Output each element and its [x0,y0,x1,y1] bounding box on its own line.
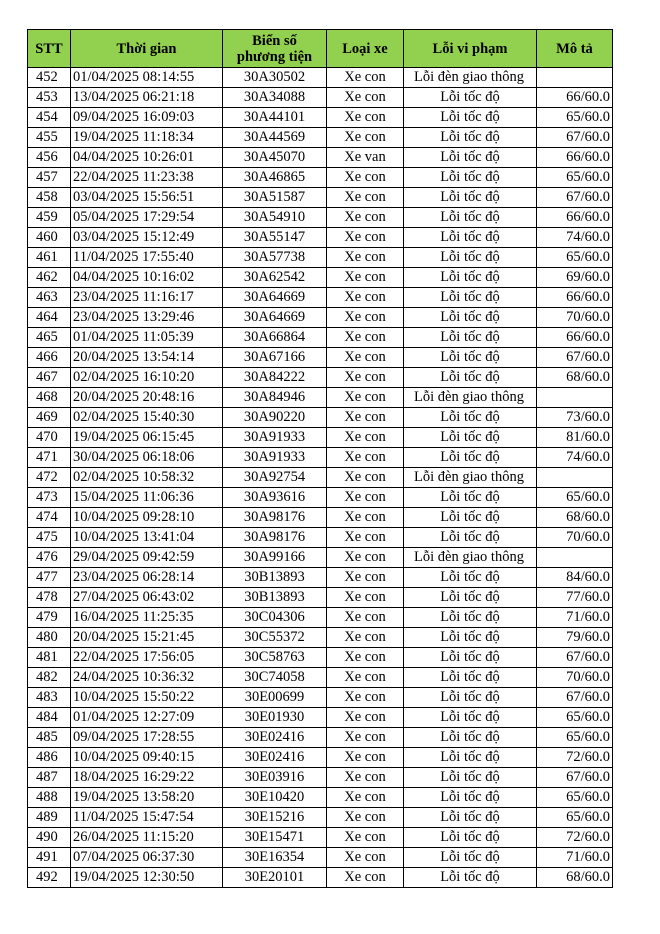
cell-stt: 471 [28,448,71,468]
cell-vehicle: Xe con [327,528,404,548]
cell-plate: 30A66864 [223,328,327,348]
cell-desc: 72/60.0 [537,748,613,768]
cell-vehicle: Xe con [327,788,404,808]
cell-stt: 458 [28,188,71,208]
cell-stt: 467 [28,368,71,388]
cell-violation: Lỗi tốc độ [404,728,537,748]
header-plate [223,30,327,68]
table-row [28,708,613,728]
cell-time: 15/04/2025 11:06:36 [71,488,223,508]
cell-stt: 460 [28,228,71,248]
cell-desc: 65/60.0 [537,728,613,748]
cell-stt: 484 [28,708,71,728]
cell-violation: Lỗi tốc độ [404,628,537,648]
table-row [28,748,613,768]
cell-desc: 66/60.0 [537,88,613,108]
cell-time: 09/04/2025 16:09:03 [71,108,223,128]
table-row [28,308,613,328]
cell-time: 05/04/2025 17:29:54 [71,208,223,228]
cell-time: 07/04/2025 06:37:30 [71,848,223,868]
cell-violation: Lỗi đèn giao thông [404,468,537,488]
cell-plate: 30A64669 [223,288,327,308]
cell-desc: 72/60.0 [537,828,613,848]
cell-desc: 81/60.0 [537,428,613,448]
cell-time: 30/04/2025 06:18:06 [71,448,223,468]
cell-vehicle: Xe con [327,208,404,228]
cell-plate: 30A93616 [223,488,327,508]
cell-vehicle: Xe con [327,488,404,508]
cell-vehicle: Xe con [327,608,404,628]
cell-plate: 30E02416 [223,748,327,768]
cell-desc: 66/60.0 [537,328,613,348]
cell-plate: 30A54910 [223,208,327,228]
cell-stt: 455 [28,128,71,148]
cell-violation: Lỗi tốc độ [404,608,537,628]
cell-stt: 483 [28,688,71,708]
cell-vehicle: Xe con [327,228,404,248]
cell-stt: 463 [28,288,71,308]
cell-vehicle: Xe con [327,108,404,128]
cell-vehicle: Xe con [327,88,404,108]
cell-plate: 30E10420 [223,788,327,808]
cell-plate: 30A91933 [223,448,327,468]
cell-stt: 490 [28,828,71,848]
table-row [28,588,613,608]
cell-plate: 30E20101 [223,868,327,888]
cell-time: 01/04/2025 12:27:09 [71,708,223,728]
cell-time: 03/04/2025 15:12:49 [71,228,223,248]
cell-stt: 461 [28,248,71,268]
cell-stt: 481 [28,648,71,668]
cell-stt: 466 [28,348,71,368]
cell-stt: 454 [28,108,71,128]
cell-stt: 486 [28,748,71,768]
cell-vehicle: Xe con [327,708,404,728]
table-row [28,208,613,228]
cell-violation: Lỗi tốc độ [404,488,537,508]
table-row [28,188,613,208]
cell-time: 19/04/2025 13:58:20 [71,788,223,808]
cell-vehicle: Xe con [327,588,404,608]
cell-desc: 68/60.0 [537,368,613,388]
cell-plate: 30B13893 [223,568,327,588]
violation-table [27,29,613,888]
cell-plate: 30A90220 [223,408,327,428]
cell-vehicle: Xe con [327,168,404,188]
cell-violation: Lỗi tốc độ [404,168,537,188]
cell-violation: Lỗi tốc độ [404,668,537,688]
cell-violation: Lỗi tốc độ [404,868,537,888]
cell-vehicle: Xe con [327,548,404,568]
cell-plate: 30E02416 [223,728,327,748]
cell-time: 16/04/2025 11:25:35 [71,608,223,628]
cell-plate: 30A98176 [223,508,327,528]
table-row [28,508,613,528]
header-violation: Lỗi vi phạm [404,30,537,68]
cell-vehicle: Xe con [327,68,404,88]
table-row [28,568,613,588]
table-row [28,448,613,468]
cell-time: 09/04/2025 17:28:55 [71,728,223,748]
cell-violation: Lỗi tốc độ [404,268,537,288]
cell-time: 02/04/2025 15:40:30 [71,408,223,428]
cell-desc: 65/60.0 [537,168,613,188]
header-plate-line2: phương tiện [236,48,313,65]
cell-plate: 30A98176 [223,528,327,548]
cell-stt: 459 [28,208,71,228]
table-row [28,628,613,648]
table-body [28,68,613,888]
cell-stt: 491 [28,848,71,868]
cell-desc: 67/60.0 [537,128,613,148]
cell-time: 03/04/2025 15:56:51 [71,188,223,208]
cell-plate: 30A57738 [223,248,327,268]
cell-time: 20/04/2025 13:54:14 [71,348,223,368]
cell-time: 27/04/2025 06:43:02 [71,588,223,608]
cell-plate: 30A30502 [223,68,327,88]
table-row [28,348,613,368]
table-row [28,828,613,848]
cell-time: 10/04/2025 09:28:10 [71,508,223,528]
cell-desc [537,388,613,408]
table-row [28,228,613,248]
cell-stt: 473 [28,488,71,508]
cell-violation: Lỗi tốc độ [404,308,537,328]
cell-violation: Lỗi tốc độ [404,228,537,248]
cell-stt: 464 [28,308,71,328]
cell-violation: Lỗi tốc độ [404,428,537,448]
cell-stt: 474 [28,508,71,528]
cell-time: 20/04/2025 15:21:45 [71,628,223,648]
cell-violation: Lỗi tốc độ [404,328,537,348]
table-row [28,368,613,388]
cell-time: 02/04/2025 16:10:20 [71,368,223,388]
cell-stt: 470 [28,428,71,448]
cell-time: 23/04/2025 06:28:14 [71,568,223,588]
cell-desc: 71/60.0 [537,848,613,868]
cell-violation: Lỗi tốc độ [404,108,537,128]
cell-vehicle: Xe con [327,828,404,848]
table-row [28,768,613,788]
cell-vehicle: Xe con [327,328,404,348]
cell-violation: Lỗi tốc độ [404,828,537,848]
cell-desc: 65/60.0 [537,488,613,508]
cell-desc: 71/60.0 [537,608,613,628]
cell-time: 10/04/2025 13:41:04 [71,528,223,548]
cell-time: 23/04/2025 11:16:17 [71,288,223,308]
cell-vehicle: Xe con [327,508,404,528]
cell-time: 10/04/2025 09:40:15 [71,748,223,768]
cell-vehicle: Xe con [327,288,404,308]
cell-violation: Lỗi tốc độ [404,768,537,788]
cell-desc: 67/60.0 [537,688,613,708]
cell-violation: Lỗi tốc độ [404,408,537,428]
cell-plate: 30A44569 [223,128,327,148]
cell-desc: 67/60.0 [537,348,613,368]
cell-time: 26/04/2025 11:15:20 [71,828,223,848]
cell-violation: Lỗi tốc độ [404,448,537,468]
cell-desc: 70/60.0 [537,668,613,688]
cell-desc: 79/60.0 [537,628,613,648]
cell-time: 20/04/2025 20:48:16 [71,388,223,408]
cell-plate: 30E15216 [223,808,327,828]
header-time: Thời gian [71,30,223,68]
cell-time: 11/04/2025 15:47:54 [71,808,223,828]
cell-time: 11/04/2025 17:55:40 [71,248,223,268]
cell-plate: 30B13893 [223,588,327,608]
cell-stt: 485 [28,728,71,748]
cell-vehicle: Xe con [327,728,404,748]
cell-violation: Lỗi tốc độ [404,708,537,728]
cell-time: 23/04/2025 13:29:46 [71,308,223,328]
table-row [28,528,613,548]
cell-violation: Lỗi tốc độ [404,508,537,528]
cell-violation: Lỗi tốc độ [404,368,537,388]
header-row [28,30,613,68]
cell-violation: Lỗi tốc độ [404,808,537,828]
cell-violation: Lỗi tốc độ [404,748,537,768]
cell-vehicle: Xe con [327,648,404,668]
cell-desc: 70/60.0 [537,528,613,548]
cell-time: 13/04/2025 06:21:18 [71,88,223,108]
cell-vehicle: Xe con [327,468,404,488]
cell-vehicle: Xe con [327,448,404,468]
cell-plate: 30A84946 [223,388,327,408]
cell-time: 19/04/2025 11:18:34 [71,128,223,148]
cell-violation: Lỗi đèn giao thông [404,68,537,88]
cell-desc [537,468,613,488]
cell-vehicle: Xe con [327,368,404,388]
cell-stt: 475 [28,528,71,548]
cell-stt: 476 [28,548,71,568]
cell-plate: 30C58763 [223,648,327,668]
cell-plate: 30C74058 [223,668,327,688]
table-row [28,848,613,868]
cell-violation: Lỗi đèn giao thông [404,388,537,408]
cell-time: 18/04/2025 16:29:22 [71,768,223,788]
cell-vehicle: Xe con [327,628,404,648]
cell-desc: 65/60.0 [537,788,613,808]
cell-time: 22/04/2025 17:56:05 [71,648,223,668]
cell-desc: 65/60.0 [537,708,613,728]
cell-plate: 30E01930 [223,708,327,728]
cell-vehicle: Xe con [327,388,404,408]
cell-violation: Lỗi tốc độ [404,568,537,588]
table-row [28,148,613,168]
header-vehicle: Loại xe [327,30,404,68]
cell-desc: 67/60.0 [537,648,613,668]
cell-time: 04/04/2025 10:16:02 [71,268,223,288]
table-row [28,128,613,148]
cell-vehicle: Xe con [327,428,404,448]
cell-plate: 30A64669 [223,308,327,328]
cell-stt: 479 [28,608,71,628]
cell-plate: 30E15471 [223,828,327,848]
cell-stt: 457 [28,168,71,188]
cell-stt: 488 [28,788,71,808]
cell-stt: 468 [28,388,71,408]
cell-plate: 30A62542 [223,268,327,288]
table-row [28,328,613,348]
table-row [28,668,613,688]
table-row [28,648,613,668]
cell-time: 10/04/2025 15:50:22 [71,688,223,708]
cell-vehicle: Xe con [327,668,404,688]
cell-vehicle: Xe con [327,408,404,428]
cell-time: 29/04/2025 09:42:59 [71,548,223,568]
cell-vehicle: Xe con [327,248,404,268]
cell-plate: 30A45070 [223,148,327,168]
cell-stt: 480 [28,628,71,648]
cell-desc: 77/60.0 [537,588,613,608]
cell-violation: Lỗi tốc độ [404,528,537,548]
cell-desc: 65/60.0 [537,808,613,828]
cell-desc: 66/60.0 [537,288,613,308]
cell-desc [537,548,613,568]
cell-plate: 30A44101 [223,108,327,128]
table-row [28,808,613,828]
table-row [28,428,613,448]
cell-plate: 30A55147 [223,228,327,248]
violation-sheet [27,29,612,888]
cell-plate: 30C04306 [223,608,327,628]
table-row [28,108,613,128]
cell-plate: 30A67166 [223,348,327,368]
cell-violation: Lỗi đèn giao thông [404,548,537,568]
cell-vehicle: Xe con [327,268,404,288]
header-stt: STT [28,30,71,68]
table-row [28,548,613,568]
cell-violation: Lỗi tốc độ [404,208,537,228]
table-row [28,68,613,88]
cell-stt: 492 [28,868,71,888]
cell-violation: Lỗi tốc độ [404,848,537,868]
cell-plate: 30E03916 [223,768,327,788]
cell-violation: Lỗi tốc độ [404,248,537,268]
cell-stt: 453 [28,88,71,108]
cell-violation: Lỗi tốc độ [404,688,537,708]
table-row [28,268,613,288]
cell-desc: 70/60.0 [537,308,613,328]
cell-stt: 452 [28,68,71,88]
cell-desc: 74/60.0 [537,448,613,468]
table-row [28,728,613,748]
cell-vehicle: Xe con [327,568,404,588]
cell-desc: 65/60.0 [537,108,613,128]
table-row [28,408,613,428]
cell-vehicle: Xe con [327,748,404,768]
table-row [28,468,613,488]
cell-plate: 30A99166 [223,548,327,568]
cell-vehicle: Xe con [327,768,404,788]
cell-desc: 74/60.0 [537,228,613,248]
cell-time: 01/04/2025 08:14:55 [71,68,223,88]
cell-stt: 478 [28,588,71,608]
cell-vehicle: Xe con [327,848,404,868]
cell-plate: 30E16354 [223,848,327,868]
table-row [28,868,613,888]
cell-desc: 66/60.0 [537,208,613,228]
cell-time: 19/04/2025 12:30:50 [71,868,223,888]
cell-violation: Lỗi tốc độ [404,348,537,368]
cell-vehicle: Xe con [327,688,404,708]
cell-desc: 69/60.0 [537,268,613,288]
cell-vehicle: Xe con [327,308,404,328]
cell-desc: 68/60.0 [537,868,613,888]
cell-desc: 67/60.0 [537,768,613,788]
cell-plate: 30A51587 [223,188,327,208]
cell-stt: 465 [28,328,71,348]
cell-desc: 65/60.0 [537,248,613,268]
cell-vehicle: Xe con [327,128,404,148]
cell-time: 22/04/2025 11:23:38 [71,168,223,188]
cell-plate: 30A91933 [223,428,327,448]
cell-violation: Lỗi tốc độ [404,188,537,208]
cell-vehicle: Xe con [327,868,404,888]
cell-desc: 68/60.0 [537,508,613,528]
cell-desc: 84/60.0 [537,568,613,588]
cell-desc: 67/60.0 [537,188,613,208]
cell-desc: 73/60.0 [537,408,613,428]
cell-plate: 30A46865 [223,168,327,188]
cell-plate: 30A92754 [223,468,327,488]
cell-violation: Lỗi tốc độ [404,288,537,308]
cell-stt: 469 [28,408,71,428]
cell-plate: 30A84222 [223,368,327,388]
cell-time: 01/04/2025 11:05:39 [71,328,223,348]
header-plate-line1: Biển số [252,32,297,49]
cell-stt: 482 [28,668,71,688]
cell-violation: Lỗi tốc độ [404,588,537,608]
cell-plate: 30A34088 [223,88,327,108]
table-row [28,788,613,808]
cell-violation: Lỗi tốc độ [404,128,537,148]
cell-vehicle: Xe con [327,348,404,368]
table-row [28,168,613,188]
table-row [28,488,613,508]
table-row [28,388,613,408]
cell-plate: 30E00699 [223,688,327,708]
cell-violation: Lỗi tốc độ [404,88,537,108]
cell-violation: Lỗi tốc độ [404,148,537,168]
cell-vehicle: Xe con [327,808,404,828]
cell-time: 24/04/2025 10:36:32 [71,668,223,688]
cell-stt: 456 [28,148,71,168]
table-row [28,88,613,108]
cell-stt: 487 [28,768,71,788]
cell-time: 19/04/2025 06:15:45 [71,428,223,448]
cell-desc: 66/60.0 [537,148,613,168]
cell-stt: 477 [28,568,71,588]
header-desc: Mô tả [537,30,613,68]
cell-stt: 462 [28,268,71,288]
cell-vehicle: Xe con [327,188,404,208]
cell-desc [537,68,613,88]
cell-violation: Lỗi tốc độ [404,648,537,668]
cell-plate: 30C55372 [223,628,327,648]
cell-time: 04/04/2025 10:26:01 [71,148,223,168]
cell-time: 02/04/2025 10:58:32 [71,468,223,488]
cell-stt: 489 [28,808,71,828]
cell-violation: Lỗi tốc độ [404,788,537,808]
table-row [28,248,613,268]
cell-vehicle: Xe van [327,148,404,168]
cell-stt: 472 [28,468,71,488]
table-row [28,288,613,308]
table-row [28,608,613,628]
table-row [28,688,613,708]
